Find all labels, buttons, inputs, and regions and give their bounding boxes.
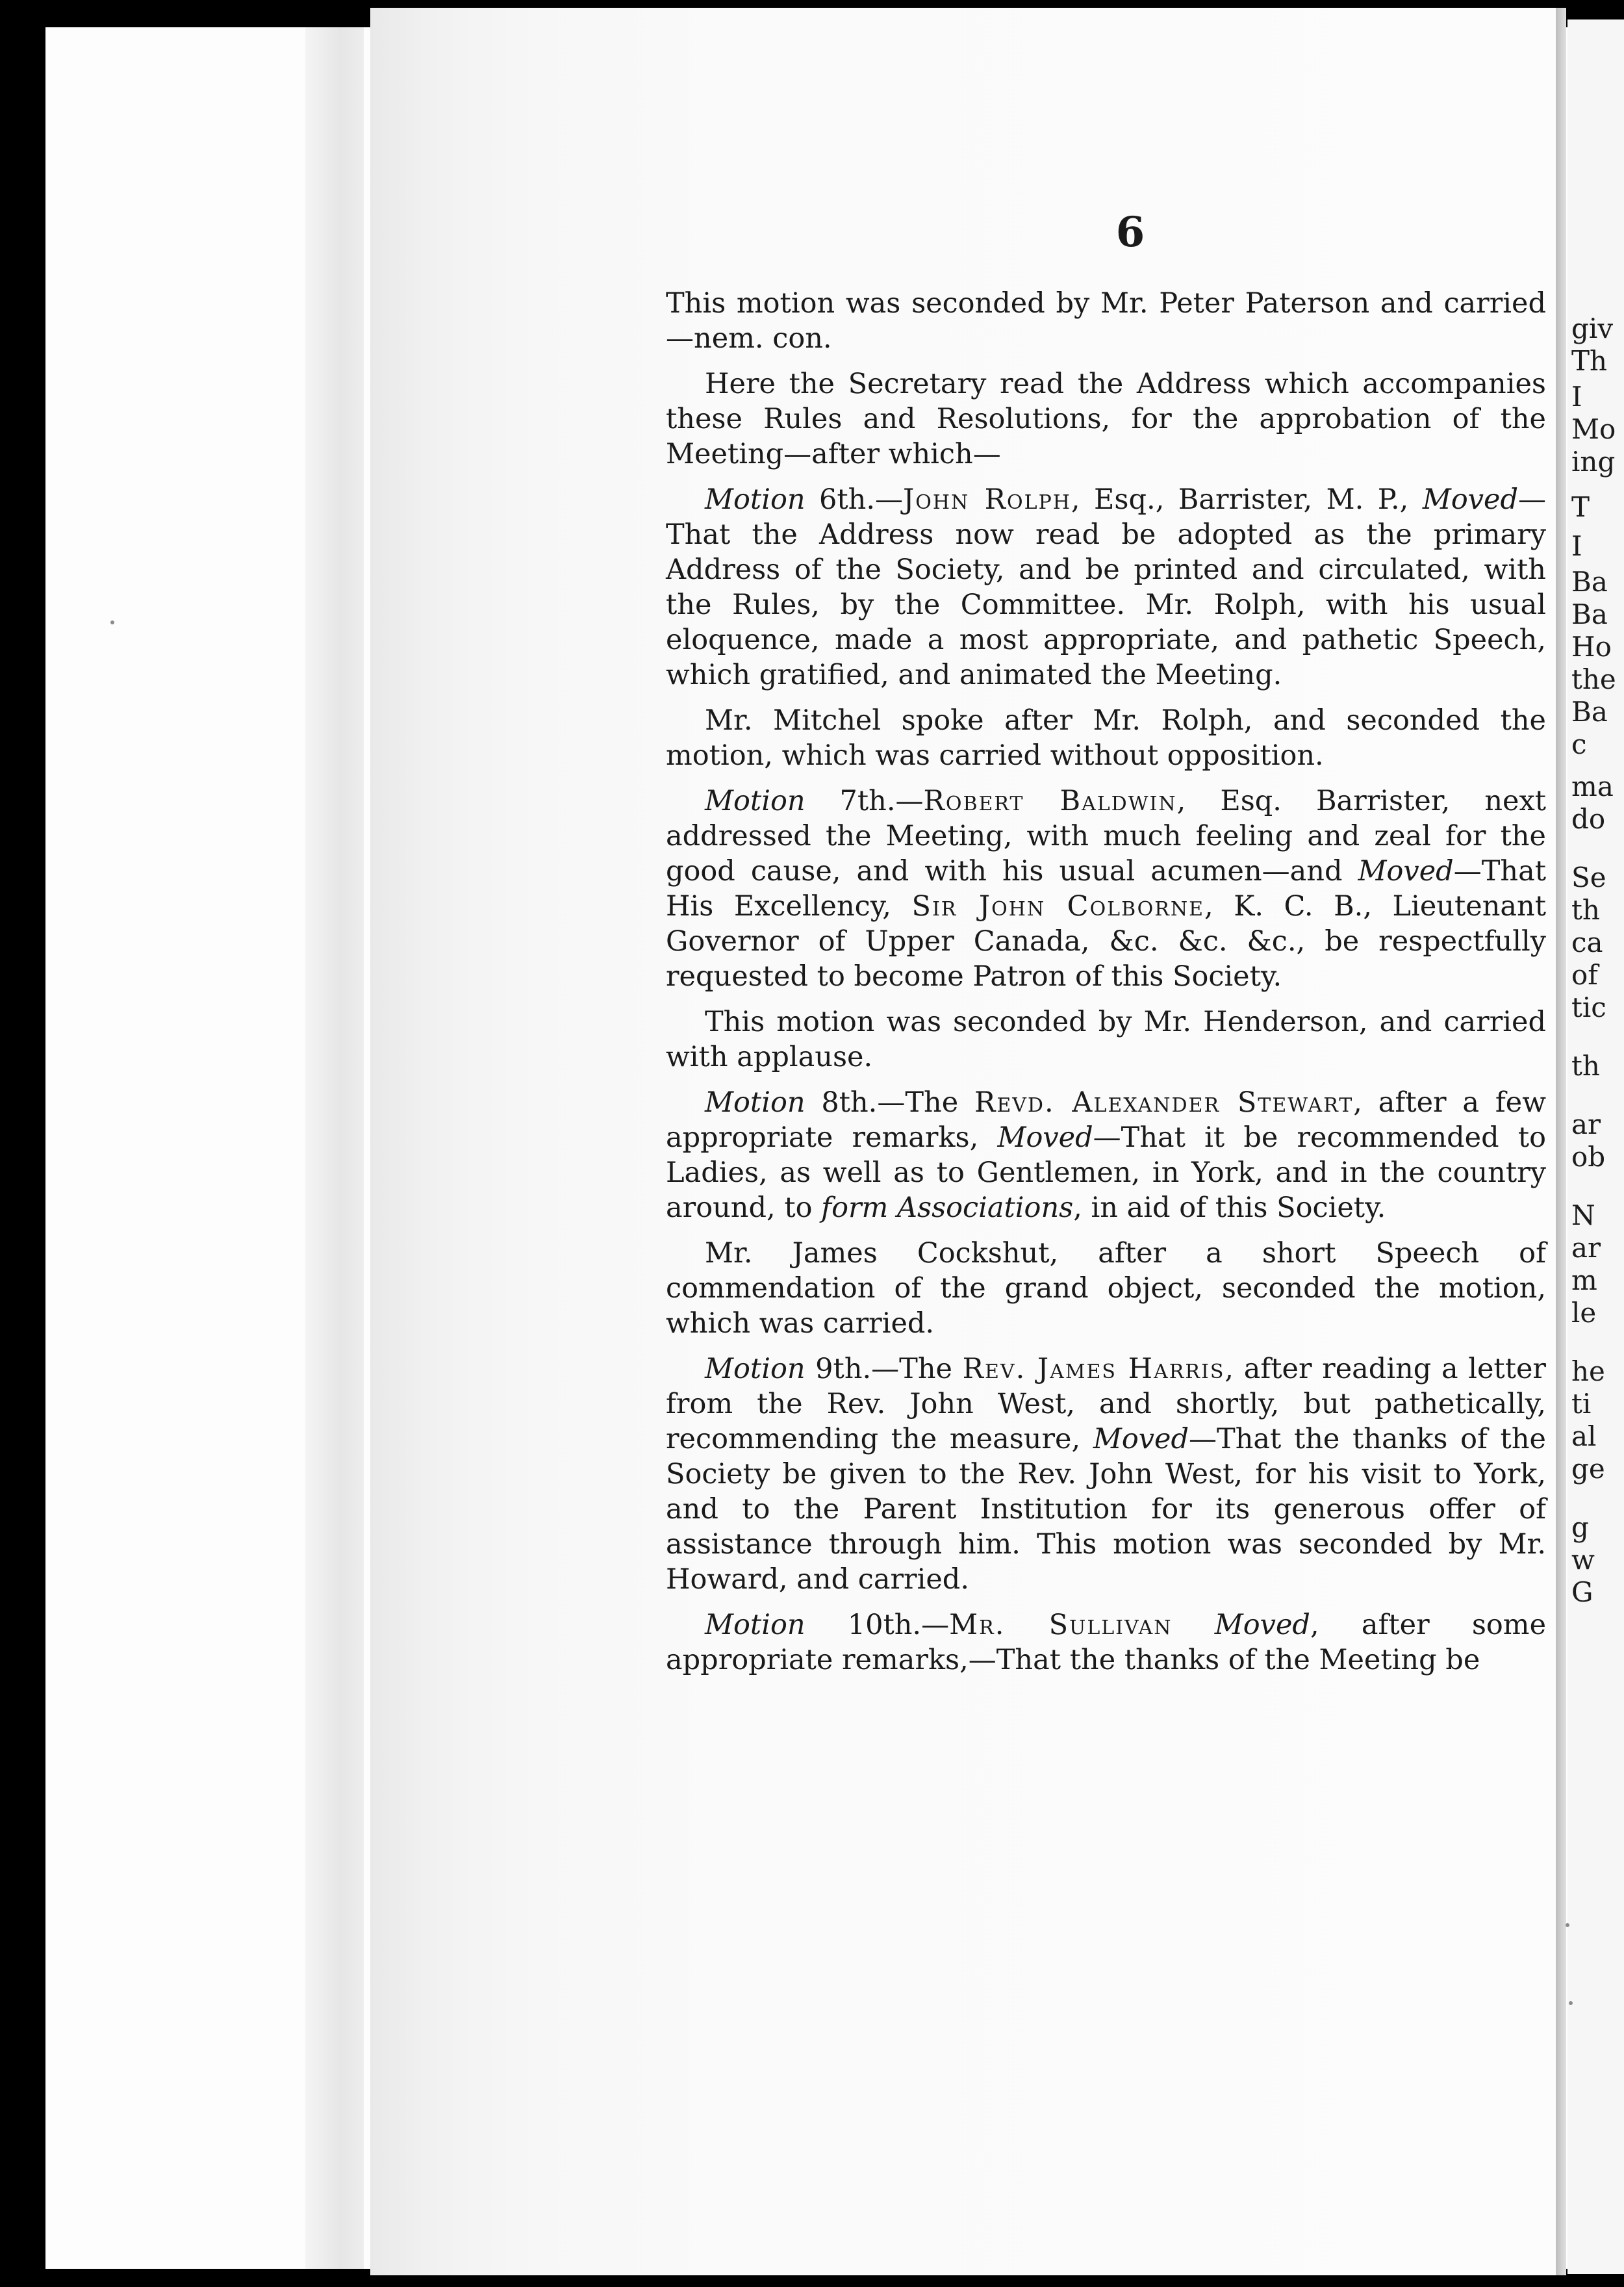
body-paragraph <box>666 1004 1546 1075</box>
body-paragraph <box>666 1085 1546 1225</box>
text-run: This motion was seconded by Mr. Henderson, and carried with applause. <box>666 1006 1546 1073</box>
facing-page-text-fragment: ma <box>1571 771 1614 802</box>
paper-speck <box>1569 2001 1573 2005</box>
facing-page-text-fragment: th <box>1571 894 1600 926</box>
facing-page-text-fragment: ob <box>1571 1141 1606 1173</box>
italic-term: Moved <box>1422 483 1518 516</box>
facing-page-text-fragment: Se <box>1571 862 1606 893</box>
text-run: , K. C. B., Lieutenant Governor of Upper Canada, &c. &c. &c., be respectfully requested to become Patron of this Society. <box>666 890 1546 993</box>
text-run: , Esq., Barrister, M. P., <box>1071 483 1423 516</box>
text-run <box>1173 1609 1215 1641</box>
page-body-text <box>666 286 1546 1688</box>
page-number: 6 <box>1115 208 1145 257</box>
facing-page-text-fragment: m <box>1571 1264 1597 1296</box>
italic-term: Moved <box>1358 855 1454 888</box>
text-run: , after some appropriate remarks,—That the thanks of the Meeting be <box>666 1609 1547 1676</box>
italic-term: Motion <box>705 1353 806 1385</box>
facing-page-text-fragment: Th <box>1571 345 1608 377</box>
facing-page-text-fragment: he <box>1571 1355 1605 1387</box>
facing-page-text-fragment: th <box>1571 1050 1600 1082</box>
text-run: —That it be recommended to Ladies, as well as to Gentlemen, in York, and in the country around, to <box>666 1121 1546 1224</box>
person-name: Mr. Sullivan <box>949 1609 1173 1641</box>
text-run: 6th.— <box>805 483 903 516</box>
text-run: , after a few appropriate remarks, <box>666 1086 1547 1154</box>
facing-page-text-fragment: I <box>1571 530 1582 562</box>
italic-term: Motion <box>705 1609 806 1641</box>
body-paragraph <box>666 1236 1546 1341</box>
text-run: 7th.— <box>805 785 924 817</box>
body-paragraph <box>666 286 1546 356</box>
facing-page-text-fragment: T <box>1571 491 1590 523</box>
paper-speck <box>1566 1923 1569 1927</box>
facing-page-text-fragment: ti <box>1571 1388 1592 1420</box>
text-run: —That the thanks of the Society be given to the Rev. John West, for his visit to York, and to the Parent Institution for its generous offer of assistance through him. This motion was seconded by Mr. Howard, and carried. <box>666 1423 1546 1596</box>
italic-term: Moved <box>1093 1423 1189 1455</box>
facing-page-text-fragment: ge <box>1571 1453 1605 1485</box>
text-run: , after reading a letter from the Rev. John West, and shortly, but pathetically, recommending the measure, <box>666 1353 1546 1455</box>
text-run: Here the Secretary read the Address which accompanies these Rules and Resolutions, for the approbation of the Meeting—after which— <box>666 368 1546 470</box>
facing-page-text-fragment: Ba <box>1571 598 1608 630</box>
facing-page-text-fragment: tic <box>1571 991 1606 1023</box>
binding-fold-shadow <box>305 27 364 2269</box>
facing-page-text-fragment: Ho <box>1571 631 1612 663</box>
facing-page-text-fragment: Mo <box>1571 413 1616 445</box>
person-name: Sir John Colborne <box>911 890 1205 923</box>
facing-page-text-fragment: al <box>1571 1420 1597 1452</box>
facing-page-text-fragment: g <box>1571 1511 1589 1543</box>
italic-term: Motion <box>705 483 806 516</box>
italic-term: Motion <box>705 785 806 817</box>
text-run: Mr. James Cockshut, after a short Speech of commendation of the grand object, seconded the motion, which was carried. <box>666 1237 1546 1340</box>
facing-page-text-fragment: do <box>1571 803 1606 835</box>
text-run: This motion was seconded by Mr. Peter Paterson and carried—nem. con. <box>666 287 1546 355</box>
facing-page-text-fragment: G <box>1571 1576 1593 1608</box>
facing-page-text-fragment: le <box>1571 1297 1597 1329</box>
text-run: , Esq. Barrister, next addressed the Meeting, with much feeling and zeal for the good cause, and with his usual acumen—and <box>666 785 1546 888</box>
body-paragraph <box>666 1607 1546 1678</box>
facing-page-text-fragment: ar <box>1571 1232 1601 1264</box>
body-paragraph <box>666 703 1546 773</box>
facing-page-text-fragment: giv <box>1571 313 1614 344</box>
facing-page-text-fragment: ar <box>1571 1108 1601 1140</box>
text-run: 9th.—The <box>805 1353 963 1385</box>
person-name: Rev. James Harris <box>962 1353 1225 1385</box>
text-run: —That His Excellency, <box>666 855 1546 923</box>
facing-page-text-fragment: c <box>1571 728 1587 760</box>
facing-page-text-fragment: N <box>1571 1199 1595 1231</box>
page-edge-shadow <box>1556 8 1566 2275</box>
body-paragraph <box>666 1351 1546 1597</box>
facing-page-text-fragment: ca <box>1571 926 1603 958</box>
italic-term: Moved <box>997 1121 1093 1154</box>
facing-page-text-fragment: the <box>1571 663 1616 695</box>
italic-term: form Associations <box>821 1192 1074 1224</box>
facing-page-text-fragment: Ba <box>1571 696 1608 728</box>
facing-page-edge <box>1567 19 1624 2274</box>
person-name: John Rolph <box>902 483 1071 516</box>
paper-speck <box>110 620 114 624</box>
text-run: Mr. Mitchel spoke after Mr. Rolph, and seconded the motion, which was carried without opposition. <box>666 704 1546 772</box>
italic-term: Motion <box>705 1086 806 1119</box>
facing-page-text-fragment: of <box>1571 959 1598 991</box>
text-run: , in aid of this Society. <box>1073 1192 1386 1224</box>
facing-page-text-fragment: w <box>1571 1544 1595 1576</box>
text-run: 8th.—The <box>805 1086 974 1119</box>
body-paragraph <box>666 482 1546 693</box>
person-name: Robert Baldwin <box>923 785 1177 817</box>
person-name: Revd. Alexander Stewart <box>974 1086 1354 1119</box>
facing-page-text-fragment: ing <box>1571 446 1616 478</box>
facing-page-text-fragment: I <box>1571 381 1582 413</box>
text-run: —That the Address now read be adopted as the primary Address of the Society, and be printed and circulated, with the Rules, by the Committee. Mr. Rolph, with his usual eloquence, made a most appropriate, and pathetic Speech, which gratified, and animated the Meeting. <box>666 483 1546 691</box>
body-paragraph <box>666 366 1546 472</box>
italic-term: Moved <box>1214 1609 1310 1641</box>
facing-page-text-fragment: Ba <box>1571 566 1608 598</box>
text-run: 10th.— <box>805 1609 950 1641</box>
body-paragraph <box>666 784 1546 994</box>
